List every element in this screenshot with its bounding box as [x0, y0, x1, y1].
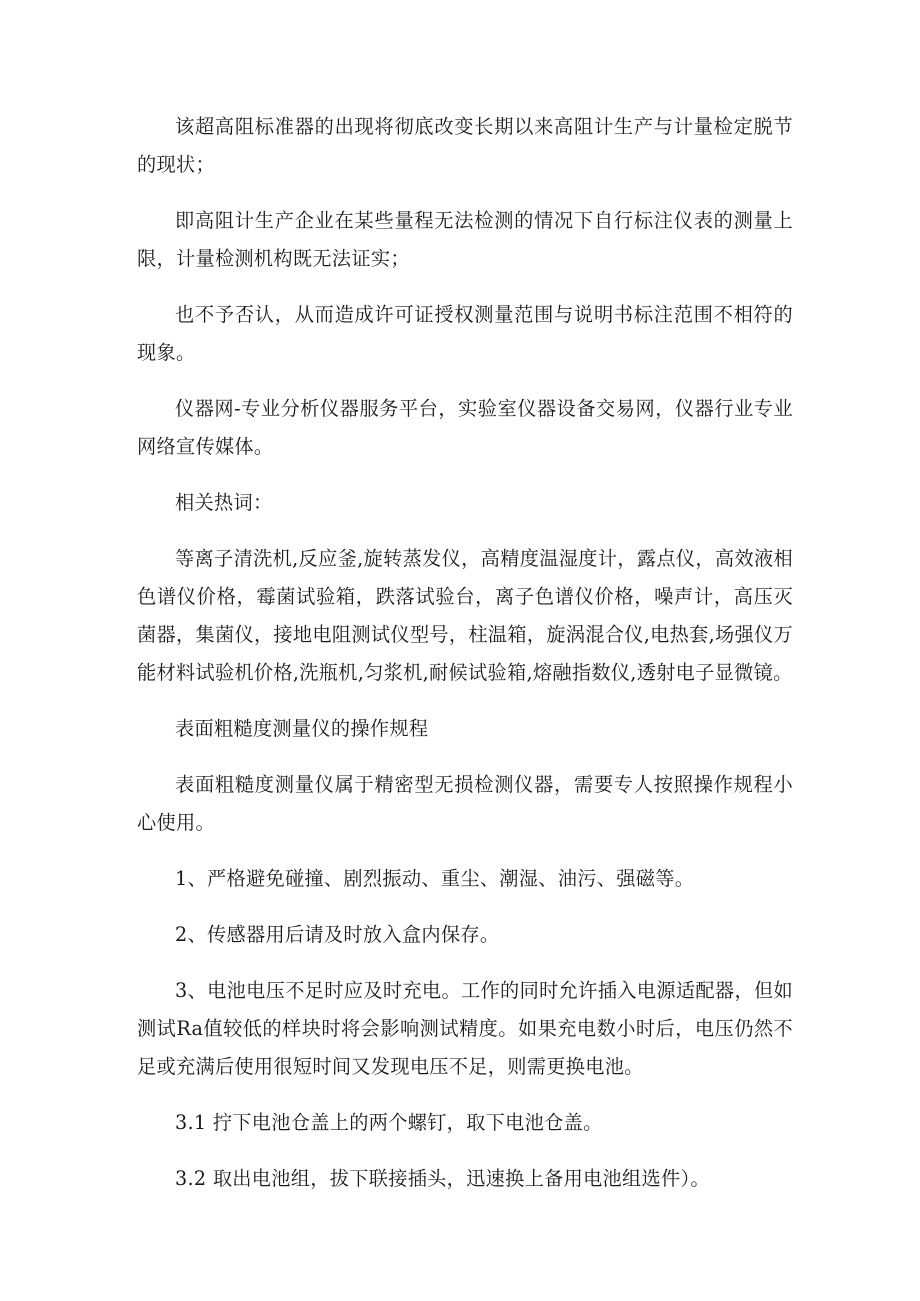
paragraph-rule-2: 2、传感器用后请及时放入盒内保存。: [175, 923, 500, 946]
paragraph-rule-3-2: 3.2 取出电池组，拔下联接插头，迅速换上备用电池组选件）。: [175, 1167, 710, 1190]
paragraph-related-keywords: 等离子清洗机,反应釜,旋转蒸发仪，高精度温湿度计，露点仪，高效液相色谱仪价格，霉菌试验箱，跌落试验台，离子色谱仪价格，噪声计，高压灭菌器，集菌仪，接地电阻测试仪型号，柱温箱，旋涡混合仪,电热套,场强仪万能材料试验机价格,洗瓶机,匀浆机,耐候试验箱,熔融指数仪,透射电子显微镜。: [137, 547, 793, 684]
paragraph-producer-labeling: 即高阻计生产企业在某些量程无法检测的情况下自行标注仪表的测量上限，计量检测机构既无法证实；: [137, 209, 793, 270]
paragraph-intro: 表面粗糙度测量仪属于精密型无损检测仪器，需要专人按照操作规程小心使用。: [137, 773, 793, 834]
paragraph-section-title: 表面粗糙度测量仪的操作规程: [175, 717, 429, 740]
paragraph-rule-1: 1、严格避免碰撞、剧烈振动、重尘、潮湿、油污、强磁等。: [175, 867, 695, 890]
paragraph-license-mismatch: 也不予否认，从而造成许可证授权测量范围与说明书标注范围不相符的现象。: [137, 303, 793, 364]
document-body: [137, 108, 793, 1216]
paragraph-related-keywords-heading: 相关热词：: [175, 491, 273, 514]
paragraph-rule-3: 3、电池电压不足时应及时充电。工作的同时允许插入电源适配器，但如测试Ra值较低的样块时将会影响测试精度。如果充电数小时后，电压仍然不足或充满后使用很短时间又发现电压不足，则需更换电池。: [137, 979, 793, 1078]
paragraph-standard-impact: 该超高阻标准器的出现将彻底改变长期以来高阻计生产与计量检定脱节的现状；: [137, 115, 793, 176]
paragraph-site-intro: 仪器网-专业分析仪器服务平台，实验室仪器设备交易网，仪器行业专业网络宣传媒体。: [137, 397, 793, 458]
paragraph-rule-3-1: 3.1 拧下电池仓盖上的两个螺钉，取下电池仓盖。: [175, 1111, 603, 1134]
